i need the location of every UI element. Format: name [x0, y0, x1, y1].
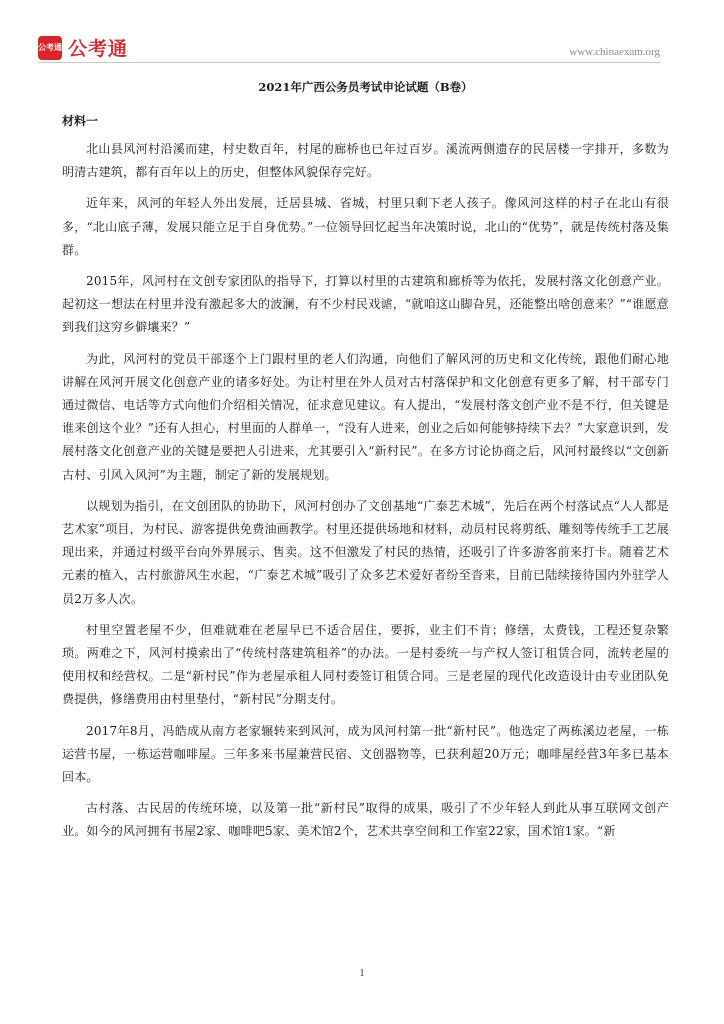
logo-badge-icon: 公考通 [38, 36, 62, 60]
logo-text: 公考通 [68, 38, 129, 60]
paragraph: 为此，风河村的党员干部逐个上门跟村里的老人们沟通，向他们了解风河的历史和文化传统，跟他们耐心地讲解在风河开展文化创意产业的诸多好处。为让村里在外人员对古村落保护和文化创意有更多了解，村干部专门通过微信、电话等方式向他们介绍相关情况，征求意见建议。有人提出，“发展村落文创产业不是不行，但关键是谁来创这个业？”还有人担心，村里面的人群单一，“没有人进来，创业之后如何能够持续下去？”大家意识到，发展村落文化创意产业的关键是要把人引进来，尤其要引入“新村民”。在多方讨论协商之后，风河村最终以“文创新古村、引风入风河”为主题，制定了新的发展规划。 [62, 351, 669, 482]
paragraph: 北山县风河村沿溪而建，村史数百年，村尾的廊桥也已年过百岁。溪流两侧遗存的民居楼一字排开，多数为明清古建筑，都有百年以上的历史，但整体风貌保存完好。 [62, 142, 669, 180]
header-divider [38, 62, 660, 63]
paragraph: 2017年8月，冯皓成从南方老家辗转来到风河，成为风河村第一批“新村民”。他选定了两栋溪边老屋，一栋运营书屋，一栋运营咖啡屋。三年多来书屋兼营民宿、文创器物等，已获利超20万元；咖啡屋经营3年多已基本回本。 [62, 723, 669, 785]
site-url-link[interactable]: www.chinaexam.org [569, 46, 660, 58]
section-title: 材料一 [62, 114, 99, 128]
paragraph: 以规划为指引，在文创团队的协助下，风河村创办了文创基地“广泰艺术城”，先后在两个村落试点“人人都是艺术家”项目，为村民、游客提供免费油画教学。村里还提供场地和材料，动员村民将剪纸、雕刻等传统手工艺展现出来，并通过村级平台向外界展示、售卖。这不但激发了村民的热情，还吸引了许多游客前来打卡。随着艺术元素的植入，古村旅游风生水起，“广泰艺术城”吸引了众多艺术爱好者纷至沓来，目前已陆续接待国内外驻学人员2万多人次。 [62, 498, 669, 606]
page-header [0, 0, 724, 66]
paragraph: 近年来，风河的年轻人外出发展，迁居县城、省城，村里只剩下老人孩子。像风河这样的村子在北山有很多，“北山底子薄，发展只能立足于自身优势。”一位领导回忆起当年决策时说，北山的“优势”，就是传统村落及集群。 [62, 196, 669, 257]
paragraph: 村里空置老屋不少，但难就难在老屋早已不适合居住，要拆，业主们不肯；修缮，太费钱，工程还复杂繁琐。两难之下，风河村摸索出了“传统村落建筑租养”的办法。一是村委统一与产权人签订租赁合同，流转老屋的使用权和经营权。二是“新村民”作为老屋承租人同村委签订租赁合同。三是老屋的现代化改造设计由专业团队免费提供，修缮费用由村里垫付，“新村民”分期支付。 [62, 622, 669, 707]
paragraph: 2015年，风河村在文创专家团队的指导下，打算以村里的古建筑和廊桥等为依托，发展村落文化创意产业。起初这一想法在村里并没有激起多大的波澜，有不少村民戏谑，“就咱这山脚旮旯，还能整出啥创意来？”“谁愿意到我们这穷乡僻壤来？” [62, 274, 669, 335]
document-title: 2021年广西公务员考试申论试题（B卷） [258, 80, 473, 94]
site-logo[interactable] [38, 34, 128, 61]
paragraph: 古村落、古民居的传统环境，以及第一批“新村民”取得的成果，吸引了不少年轻人到此从事互联网文创产业。如今的风河拥有书屋2家、咖啡吧5家、美术馆2个，艺术共享空间和工作室22家，国术馆1家。“新 [62, 801, 669, 839]
page-number: 1 [359, 968, 365, 979]
document-body [62, 76, 669, 852]
